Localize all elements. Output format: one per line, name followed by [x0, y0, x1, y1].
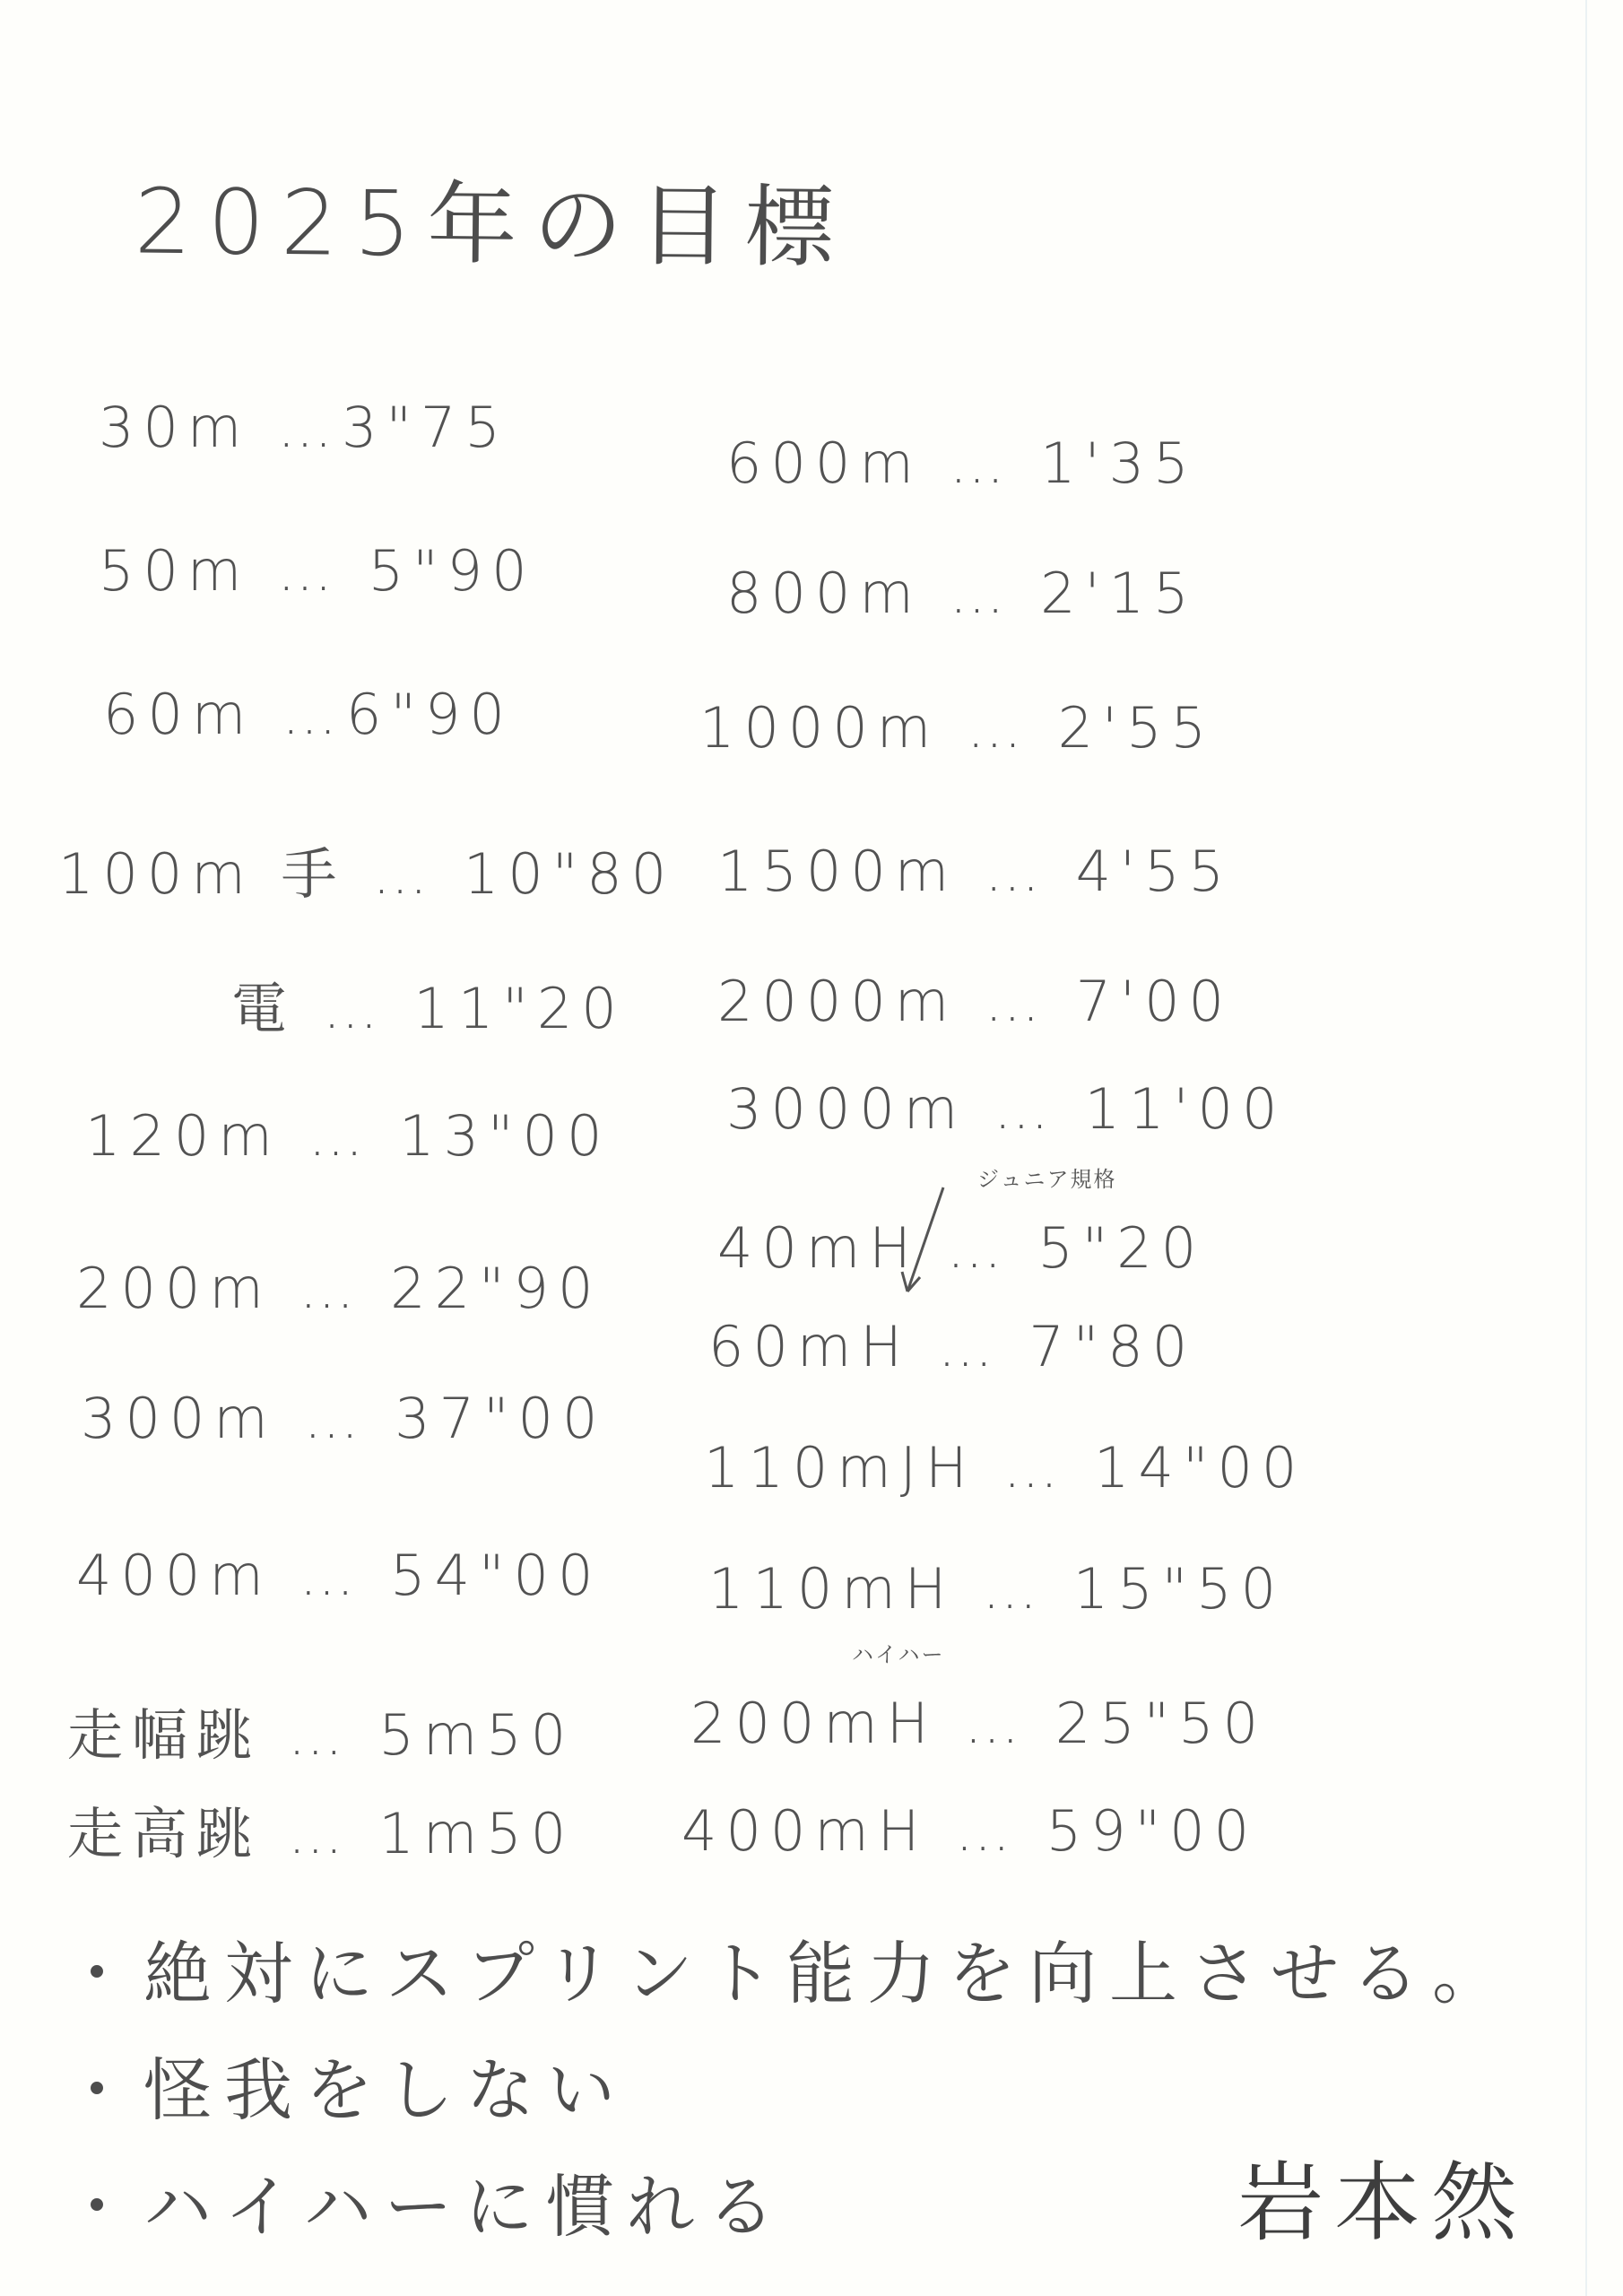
record-40mh: 40mH … 5"20	[717, 1215, 1206, 1281]
record-1500m: 1500m … 4'55	[717, 839, 1233, 904]
record-400mh: 400mH … 59"00	[681, 1798, 1259, 1864]
record-long-jump: 走幅跳 … 5m50	[67, 1702, 576, 1768]
record-400m: 400m … 54"00	[76, 1543, 603, 1608]
record-300m: 300m … 37"00	[81, 1386, 607, 1451]
record-120m: 120m … 13"00	[85, 1103, 612, 1169]
record-600m: 600m … 1'35	[726, 430, 1198, 496]
signature: 岩本然	[1237, 2152, 1528, 2253]
junior-spec-note: ジュニア規格	[977, 1167, 1117, 1192]
record-1000m: 1000m … 2'55	[699, 695, 1215, 761]
record-3000m: 3000m … 11'00	[726, 1076, 1287, 1142]
record-200m: 200m … 22"90	[76, 1256, 603, 1321]
record-60m: 60m …6"90	[103, 682, 514, 747]
record-110mh: 110mH … 15"50	[708, 1556, 1286, 1622]
high-hurdle-note: ハイハー	[852, 1642, 945, 1667]
record-30m: 30m …3"75	[99, 395, 509, 460]
goal-sprint: ・絶対にスプリント能力を向上させる。	[63, 1934, 1513, 2013]
record-200mh: 200mH … 25"50	[690, 1691, 1268, 1756]
record-110mjh: 110mJH … 14"00	[704, 1435, 1306, 1500]
record-100m-hand: 100m 手 … 10"80	[58, 841, 676, 907]
record-high-jump: 走高跳 … 1m50	[67, 1801, 576, 1866]
record-60mh: 60mH … 7"80	[708, 1314, 1197, 1379]
record-50m: 50m … 5"90	[99, 538, 536, 604]
page-title: 2025年の目標	[134, 169, 851, 281]
record-100m-electric: 電 … 11"20	[231, 976, 626, 1041]
goal-no-injury: ・怪我をしない	[63, 2050, 628, 2130]
record-2000m: 2000m … 7'00	[717, 969, 1233, 1034]
record-800m: 800m … 2'15	[726, 561, 1198, 626]
page-edge-line	[1585, 0, 1587, 2296]
goal-high-hurdle: ・ハイハーに慣れる	[63, 2167, 788, 2247]
